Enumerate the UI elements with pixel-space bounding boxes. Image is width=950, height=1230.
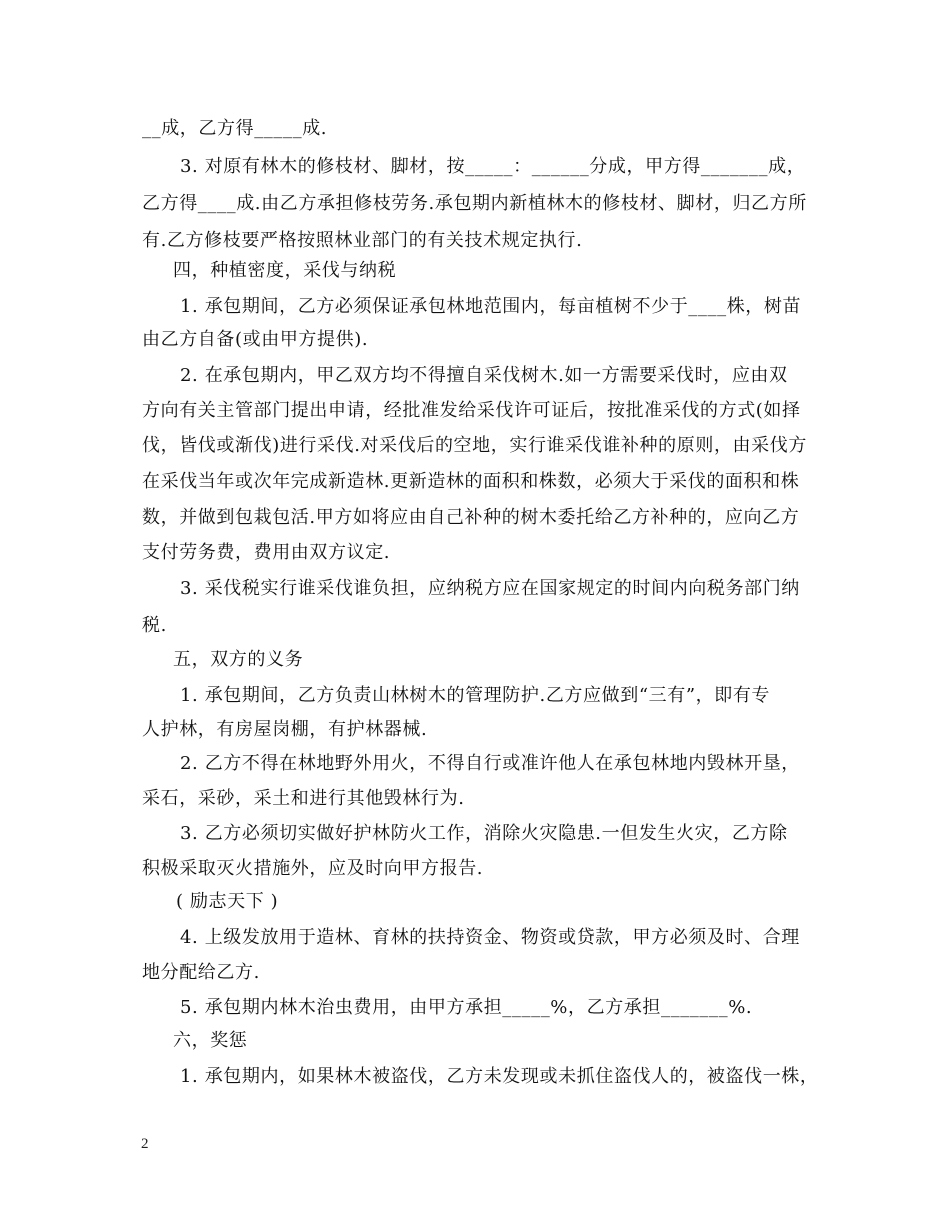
text-line: 税. bbox=[142, 615, 167, 636]
text-line: 乙方得____成.由乙方承担修枝劳务.承包期内新植林木的修枝材、脚材，归乙方所 bbox=[142, 193, 807, 214]
text-line: 2. 在承包期内，甲乙双方均不得擅自采伐树木.如一方需要采伐时，应由双 bbox=[180, 365, 788, 386]
text-line: 1. 承包期内，如果林木被盗伐，乙方未发现或未抓住盗伐人的，被盗伐一株， bbox=[180, 1066, 819, 1087]
text-line: 4. 上级发放用于造林、育林的扶持资金、物资或贷款，甲方必须及时、合理 bbox=[180, 927, 800, 948]
text-line: 人护林，有房屋岗棚，有护林器械. bbox=[142, 719, 428, 740]
text-line: __成，乙方得_____成. bbox=[142, 118, 328, 139]
section-heading: 五，双方的义务 bbox=[173, 649, 304, 670]
text-line: 积极采取灭火措施外，应及时向甲方报告. bbox=[142, 858, 484, 879]
text-line: 支付劳务费，费用由双方议定. bbox=[142, 542, 391, 563]
text-line: 由乙方自备(或由甲方提供). bbox=[142, 329, 369, 350]
text-line: 伐，皆伐或渐伐)进行采伐.对采伐后的空地，实行谁采伐谁补种的原则，由采伐方 bbox=[142, 435, 807, 456]
text-line: 3. 对原有林木的修枝材、脚材，按_____：______分成，甲方得_______成， bbox=[180, 156, 806, 177]
section-heading: 四，种植密度，采伐与纳税 bbox=[173, 260, 397, 281]
text-line: 方向有关主管部门提出申请，经批准发给采伐许可证后，按批准采伐的方式(如择 bbox=[142, 400, 801, 421]
page-number: 2 bbox=[141, 1136, 149, 1152]
text-line: 数，并做到包栽包活.甲方如将应由自己补种的树木委托给乙方补种的，应向乙方 bbox=[142, 507, 800, 528]
text-line: 1. 承包期间，乙方负责山林树木的管理防护.乙方应做到“三有”，即有专 bbox=[180, 685, 771, 706]
bracket-note: ( 励志天下 ) bbox=[176, 891, 279, 912]
text-line: 采石，采砂，采土和进行其他毁林行为. bbox=[142, 788, 465, 809]
section-heading: 六，奖惩 bbox=[173, 1030, 248, 1051]
text-line: 3. 乙方必须切实做好护林防火工作，消除火灾隐患.一但发生火灾，乙方除 bbox=[180, 823, 788, 844]
text-line: 3. 采伐税实行谁采伐谁负担，应纳税方应在国家规定的时间内向税务部门纳 bbox=[180, 578, 800, 599]
text-line: 1. 承包期间，乙方必须保证承包林地范围内，每亩植树不少于____株，树苗 bbox=[180, 296, 802, 317]
text-line: 2. 乙方不得在林地野外用火，不得自行或准许他人在承包林地内毁林开垦， bbox=[180, 753, 800, 774]
text-line: 地分配给乙方. bbox=[142, 962, 260, 983]
text-line: 在采伐当年或次年完成新造林.更新造林的面积和株数，必须大于采伐的面积和株 bbox=[142, 471, 800, 492]
text-line: 5. 承包期内林木治虫费用，由甲方承担_____%，乙方承担_______%. bbox=[180, 997, 753, 1018]
text-line: 有.乙方修枝要严格按照林业部门的有关技术规定执行. bbox=[142, 230, 583, 251]
